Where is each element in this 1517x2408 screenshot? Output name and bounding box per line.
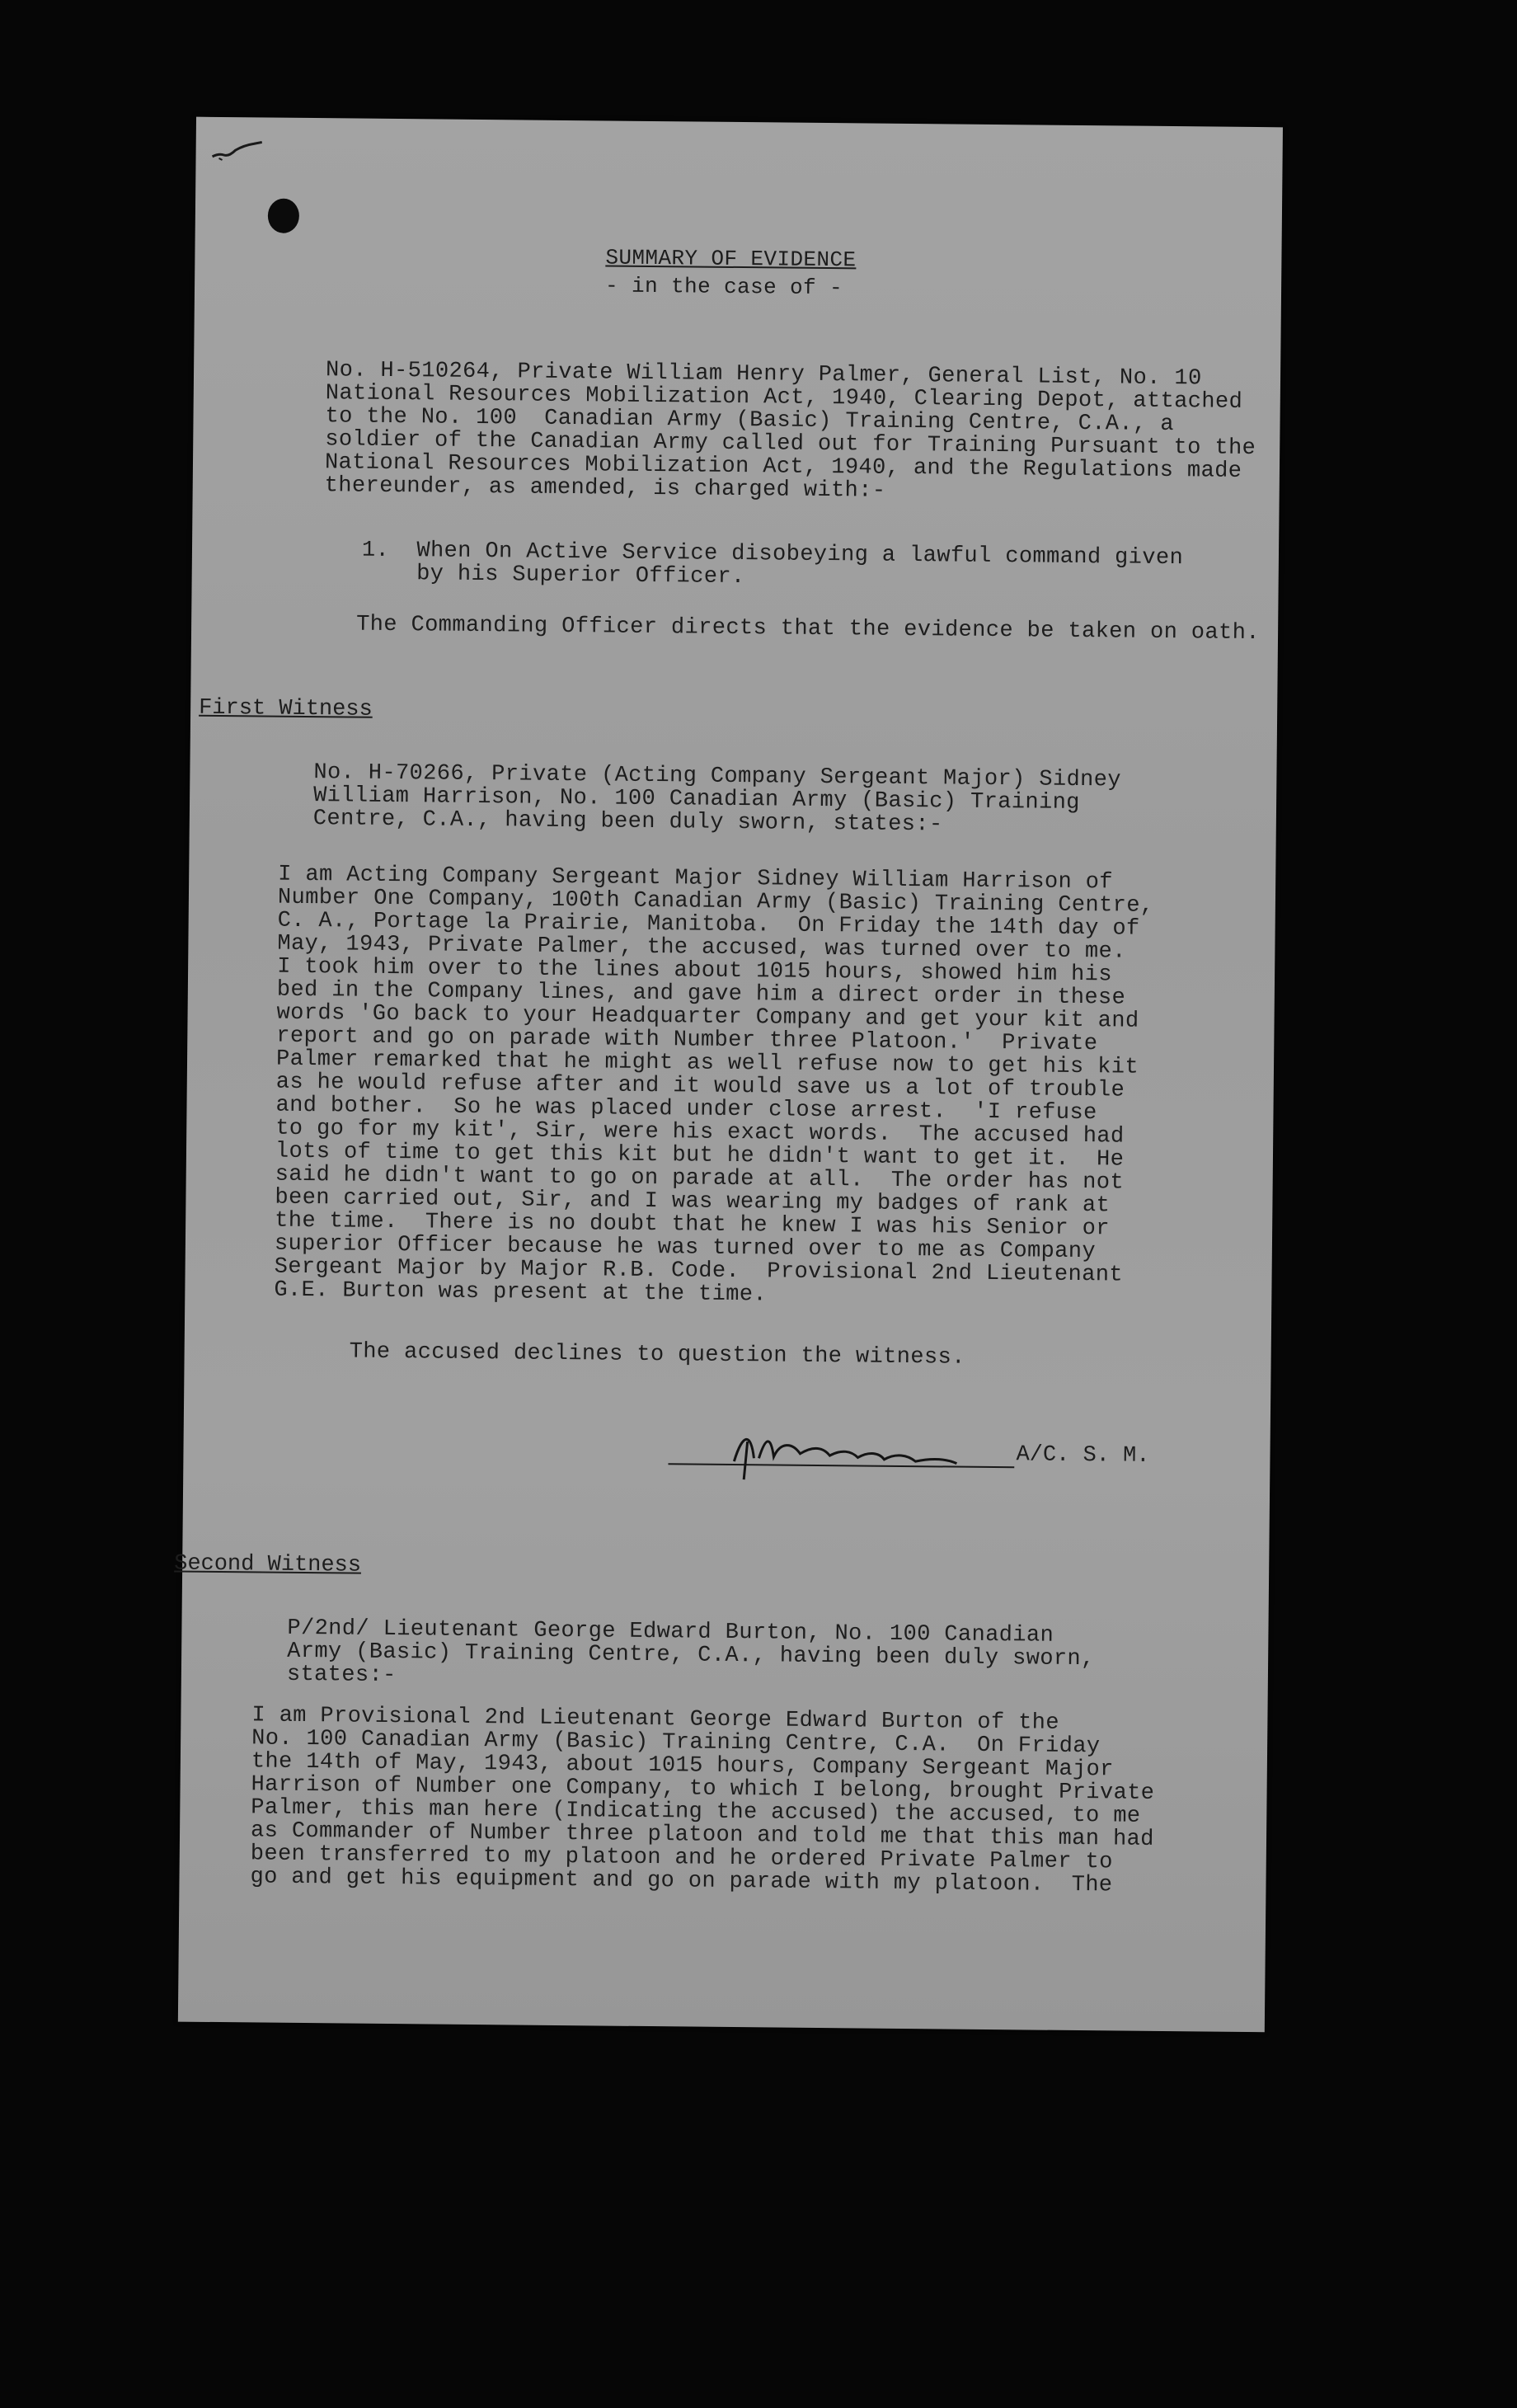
first-witness-declines: The accused declines to question the witness. [349,1339,965,1371]
second-witness-intro: P/2nd/ Lieutenant George Edward Burton, No. 100 Canadian Army (Basic) Training Centre, C.A., having been duly sworn, states:- [286,1616,1095,1689]
paper-sheet [174,117,1283,2033]
document-subtitle: - in the case of - [604,273,843,301]
document-title: SUMMARY OF EVIDENCE [605,245,857,273]
first-witness-intro: No. H-70266, Private (Acting Company Sergeant Major) Sidney William Harrison, No. 100 Canadian Army (Basic) Training Centre, C.A., having been duly sworn, states:- [312,760,1122,838]
handwritten-signature [668,1416,1015,1485]
punch-hole-icon [268,199,299,233]
oath-direction: The Commanding Officer directs that the evidence be taken on oath. [355,612,1261,647]
second-witness-heading: Second Witness [174,1551,362,1578]
charge-item: 1. When On Active Service disobeying a lawful command given by his Superior Officer. [361,538,1184,590]
first-witness-statement: I am Acting Company Sergeant Major Sidney William Harrison of Number One Company, 100th Canadian Army (Basic) Training Centre, C. A., Portage la Prairie, Manitoba. On Friday the 14th day of May, 1943, Private Palmer, the accused, was turned over to me. I took him over to the lines about 1015 hours, showed him his bed in the Company lines, and gave him a direct order in these words 'Go back to your Headquarter Company and get your kit and report and go on parade with Number three Platoon.' Private Palmer remarked that he might as well refuse now to get his kit as he would refuse after and it would save us a lot of trouble and bother. So he was placed under close arrest. 'I refuse to go for my kit', Sir, were his exact words. The accused had lots of time to get this kit but he didn't want to get it. He said he didn't want to go on parade at all. The order has not been carried out, Sir, and I was wearing my badges of rank at the time. There is no doubt that he knew I was his Senior or superior Officer because he was turned over to me as Company Sergeant Major by Major R.B. Code. Provisional 2nd Lieutenant G.E. Burton was present at the time. [274,862,1154,1308]
charge-paragraph: No. H-510264, Private William Henry Palmer, General List, No. 10 National Resources Mobilization Act, 1940, Clearing Depot, attached to the No. 100 Canadian Army (Basic) Training Centre, C.A., a soldier of the Canadian Army called out for Training Pursuant to the National Resources Mobilization Act, 1940, and the Regulations made thereunder, as amended, is charged with:- [324,358,1256,504]
first-witness-heading: First Witness [199,695,373,722]
second-witness-statement: I am Provisional 2nd Lieutenant George Edward Burton of the No. 100 Canadian Army (Basic) Training Centre, C.A. On Friday the 14th of May, 1943, about 1015 hours, Company Sergeant Major Harrison of Number one Company, to which I belong, brought Private Palmer, this man here (Indicating the accused) the accused, to me as Commander of Number three platoon and told me that this man had been transferred to my platoon and he ordered Private Palmer to go and get his equipment and go on parade with my platoon. The [250,1703,1155,1898]
signature-rank: A/C. S. M. [1016,1442,1150,1469]
pen-mark-icon [210,139,263,164]
